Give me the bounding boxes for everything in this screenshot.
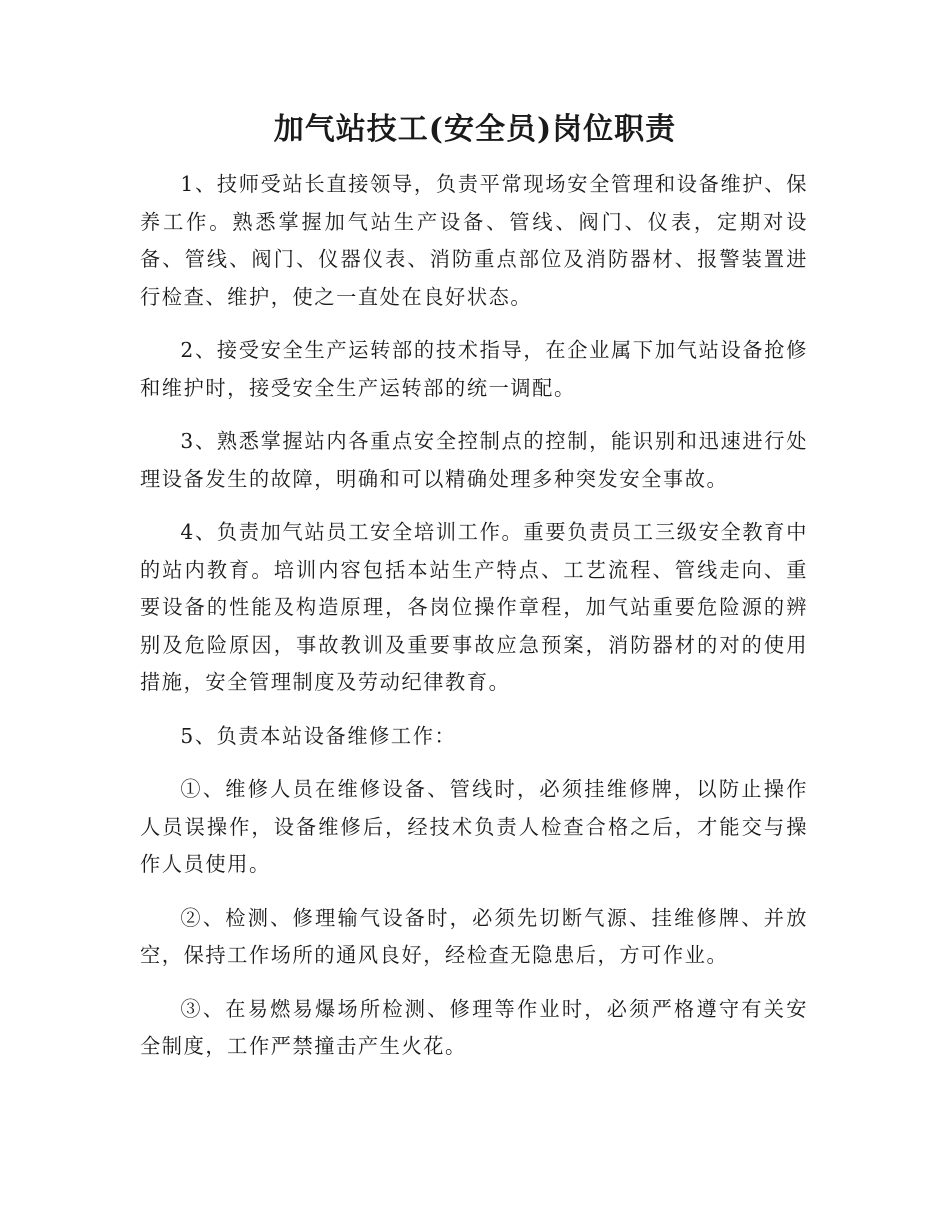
- document-body: [140, 166, 808, 1082]
- paragraph-1: 1、技师受站长直接领导，负责平常现场安全管理和设备维护、保养工作。熟悉掌握加气站生产设备、管线、阀门、仪表，定期对设备、管线、阀门、仪器仪表、消防重点部位及消防器材、报警装置进行检查、维护，使之一直处在良好状态。: [140, 172, 808, 309]
- document-title: 加气站技工(安全员)岗位职责: [273, 112, 677, 147]
- paragraph-5-item-1: ①、维修人员在维修设备、管线时，必须挂维修牌，以防止操作人员误操作，设备维修后，经技术负责人检查合格之后，才能交与操作人员使用。: [140, 777, 808, 876]
- paragraph-2: 2、接受安全生产运转部的技术指导，在企业属下加气站设备抢修和维护时，接受安全生产运转部的统一调配。: [140, 338, 808, 400]
- paragraph-3: 3、熟悉掌握站内各重点安全控制点的控制，能识别和迅速进行处理设备发生的故障，明确和可以精确处理多种突发安全事故。: [140, 429, 808, 491]
- paragraph-5: 5、负责本站设备维修工作：: [180, 723, 457, 748]
- paragraph-5-item-2: ②、检测、修理输气设备时，必须先切断气源、挂维修牌、并放空，保持工作场所的通风良好，经检查无隐患后，方可作业。: [140, 905, 808, 967]
- paragraph-4: 4、负责加气站员工安全培训工作。重要负责员工三级安全教育中的站内教育。培训内容包括本站生产特点、工艺流程、管线走向、重要设备的性能及构造原理，各岗位操作章程，加气站重要危险源的辨别及危险原因，事故教训及重要事故应急预案，消防器材的对的使用措施，安全管理制度及劳动纪律教育。: [140, 520, 808, 694]
- paragraph-5-item-3: ③、在易燃易爆场所检测、修理等作业时，必须严格遵守有关安全制度，工作严禁撞击产生火花。: [140, 996, 808, 1058]
